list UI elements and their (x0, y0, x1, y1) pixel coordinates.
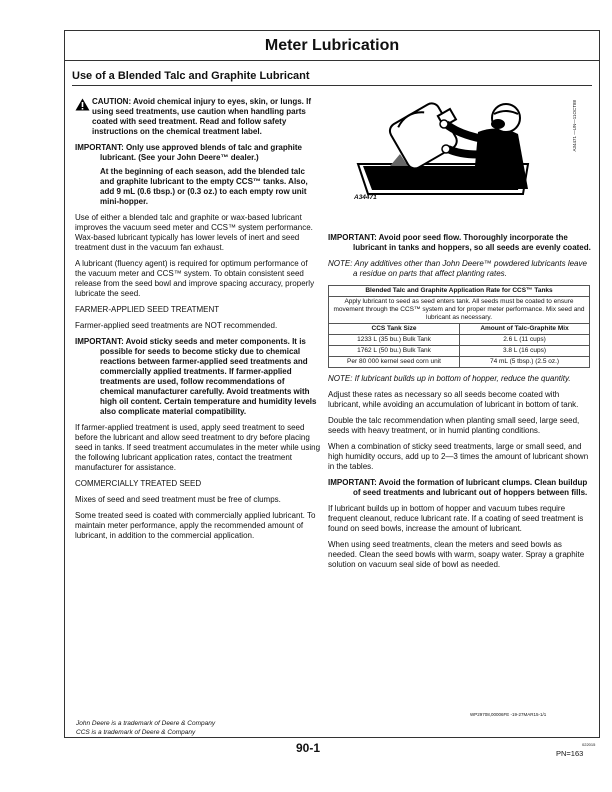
heading-commercially-treated: COMMERCIALLY TREATED SEED (75, 479, 202, 488)
note-buildup: NOTE: If lubricant builds up in bottom of hopper, reduce the quantity. (328, 374, 571, 383)
right-column (328, 233, 592, 576)
section-heading: Use of a Blended Talc and Graphite Lubricant (72, 70, 592, 86)
illustration-image (328, 94, 568, 229)
table-cell-size: Per 80 000 kernel seed corn unit (329, 357, 460, 368)
note-additives: NOTE: Any additives other than John Deere™ powdered lubricants leave a residue on parts that affect planting rates. (328, 259, 587, 278)
table-cell-amount: 3.8 L (16 cups) (460, 346, 590, 357)
page-number: 90-1 (296, 741, 321, 755)
table-subtitle: Apply lubricant to seed as seed enters tank. All seeds must be coated to ensure movement through the CCS™ system and for proper meter performance. Mix seed and lubricant as necessary. (329, 297, 590, 324)
caution-block (75, 97, 320, 137)
reference-code: WP29708,00006FE -19-27MAR15-1/1 (470, 712, 547, 717)
paragraph-farmer-not-recommended: Farmer-applied seed treatments are NOT recommended. (75, 321, 278, 330)
table-row (329, 335, 590, 346)
heading-farmer-applied: FARMER-APPLIED SEED TREATMENT (75, 305, 220, 314)
paragraph-combination: When a combination of sticky seed treatments, large or small seed, and high humidity occurs, add up to 2—3 times the amount of lubricant shown in the tables. (328, 442, 589, 471)
important-season-start: At the beginning of each season, add the blended talc and graphite lubricant to the empty CCS™ tanks. Also, add 9 mL (0.6 tbsp.) or (0.3 oz.) to each empty row unit mini-hopper. (100, 167, 308, 206)
table-header-amount: Amount of Talc-Graphite Mix (460, 324, 590, 335)
table-header-tank-size: CCS Tank Size (329, 324, 460, 335)
important-poor-seed-flow: IMPORTANT: Avoid poor seed flow. Thoroughly incorporate the lubricant in tanks and hoppers, so all seeds are evenly coated. (328, 233, 591, 252)
warning-icon (75, 98, 90, 111)
figure-side-code: A34471 —UN—11OCT88 (572, 100, 577, 152)
paragraph-buildup-hopper: If lubricant builds up in bottom of hopper and vacuum tubes require frequent cleanout, reduce lubricant rate. If a coating of seed treatment is found on seed bowls, increase the amount of lubricant. (328, 504, 584, 533)
figure-person-pouring-lubricant (328, 94, 568, 229)
small-code: 022015 (582, 742, 596, 747)
paragraph-adjust-rates: Adjust these rates as necessary so all seeds become coated with lubricant, while avoiding an accumulation of lubricant in bottom of tank. (328, 390, 579, 409)
page-title: Meter Lubrication (64, 30, 600, 61)
important-lubricant-clumps: IMPORTANT: Avoid the formation of lubricant clumps. Clean buildup of seed treatments and lubricant out of hoppers between fills. (328, 478, 588, 497)
important-approved-blends: IMPORTANT: Only use approved blends of talc and graphite lubricant. (See your John Deere™ dealer.) (75, 143, 302, 162)
table-cell-amount: 2.6 L (11 cups) (460, 335, 590, 346)
table-cell-size: 1762 L (50 bu.) Bulk Tank (329, 346, 460, 357)
trademark-john-deere: John Deere is a trademark of Deere & Company (76, 720, 216, 727)
left-column (75, 97, 320, 547)
paragraph-double-talc: Double the talc recommendation when planting small seed, large seed, seeds with heavy treatment, or in humid planting conditions. (328, 416, 580, 435)
paragraph-mixes-free-of-clumps: Mixes of seed and seed treatment must be free of clumps. (75, 495, 281, 504)
table-cell-amount: 74 mL (5 tbsp.) (2.5 oz.) (460, 357, 590, 368)
important-sticky-seeds: IMPORTANT: Avoid sticky seeds and meter components. It is possible for seeds to become sticky due to chemical reactions between farmer-applied seed treatments and commercially applied treatments. If farmer-applied treatments are used, follow recommendations of chemical manufacturer carefully. Avoid treatments with high oil content. Certain temperature and humidity levels also complicate material compatibility. (75, 337, 317, 416)
figure-label: A34471 (354, 194, 377, 201)
paragraph-clean-meters: When using seed treatments, clean the meters and seed bowls as needed. Clean the seed bowls with warm, soapy water. Spray a graphite solution on vacuum seal side of bowl as needed. (328, 540, 585, 569)
paragraph-lubricant-required: A lubricant (fluency agent) is required for optimum performance of the vacuum meter and CCS™ system. To obtain consistent seed release from the seed bowl and improve spacing accuracy, properly lubricate the seed. (75, 259, 315, 298)
paragraph-treated-seed-coated: Some treated seed is coated with commercially applied lubricant. To maintain meter performance, apply the recommended amount of lubricant, in addition to the commercial application. (75, 511, 316, 540)
application-rate-table (328, 285, 590, 368)
paragraph-farmer-treatment: If farmer-applied treatment is used, apply seed treatment to seed before the lubricant and allow seed treatment to dry before placing seed in tanks. If seed treatment accumulates in the meter while using the following lubricant application rates, contact the treatment manufacturer for assistance. (75, 423, 321, 472)
table-title: Blended Talc and Graphite Application Rate for CCS™ Tanks (329, 286, 590, 297)
caution-text: CAUTION: Avoid chemical injury to eyes, skin, or lungs. If using seed treatments, use caution when handling parts coated with seed treatment. Read and follow safety instructions on the chemical treatment label. (92, 97, 312, 136)
paragraph-lubricant-use: Use of either a blended talc and graphite or wax-based lubricant improves the vacuum seed meter and CCS™ system performance. Wax-based lubricant typically has lower levels of inert and seed treatment dust in the vacuum fan exhaust. (75, 213, 313, 252)
table-row (329, 357, 590, 368)
trademark-notes (76, 719, 215, 737)
pn-number: PN=163 (556, 749, 584, 758)
table-cell-size: 1233 L (35 bu.) Bulk Tank (329, 335, 460, 346)
trademark-ccs: CCS is a trademark of Deere & Company (76, 729, 196, 736)
table-row (329, 346, 590, 357)
